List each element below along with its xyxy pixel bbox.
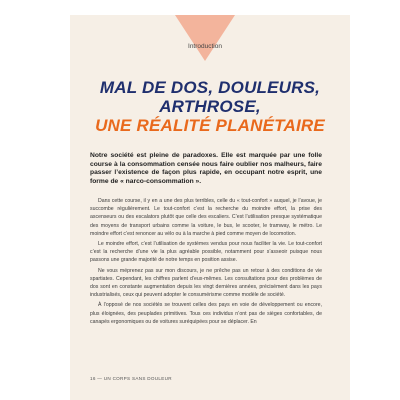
page-folio: 16 — UN CORPS SANS DOULEUR	[90, 376, 172, 381]
section-triangle-marker	[175, 15, 235, 61]
body-paragraph-1: Dans cette course, il y en a une des plus terribles, celle du « tout-confort » auquel, je l’avoue, je succombe régulièrement. Le tout-confort c’est la recherche du moindre effort, la prise des ascenseurs ou des escalators plutôt que celle des escaliers. C’est l’utilisation presque systématique des moyens de transport urbains comme la voiture, le bus, le scooter, le tramway, le métro. Le moindre effort c’est renoncer au vélo ou à la marche à pied comme moyen de locomotion.	[90, 198, 322, 237]
title-line-3: UNE RÉALITÉ PLANÉTAIRE	[95, 116, 325, 135]
title-line-1: MAL DE DOS, DOULEURS,	[99, 78, 321, 97]
body-paragraph-3: Ne vous méprenez pas sur mon discours, je ne prêche pas un retour à des conditions de vie spartiates. Cependant, les chiffres parlent d’eux-mêmes. Les consultations pour des problèmes de dos sont en constante augmentation depuis les vingt dernières années, précisément dans les pays industrialisés, ceux qui peuvent adopter le consumérisme comme modèle de société.	[90, 267, 322, 299]
intro-paragraph: Notre société est pleine de paradoxes. Elle est marquée par une folle course à la consommation censée nous faire oublier nos malheurs, faire passer l’existence de façon plus rapide, en occupant notre esprit, une forme de « narco-consommation ».	[90, 152, 322, 185]
body-paragraph-4: À l’opposé de nos sociétés se trouvent celles des pays en voie de développement ou encore, plus éloignées, des peuplades primitives. Tous ces individus n’ont pas de sièges confortables, de canapés ergonomiques ou de voitures suréquipées pour se déplacer. En	[90, 302, 322, 325]
section-label: Introduction	[188, 43, 222, 50]
title-line-2: ARTHROSE,	[159, 97, 261, 116]
body-paragraph-2: Le moindre effort, c’est l’utilisation de systèmes vendus pour nous faciliter la vie. Le tout-confort c’est la recherche d’une vie la plus agréable possible, notamment pour s’asseoir puisque nous passons une grande majorité de notre temps en position assise.	[90, 241, 322, 264]
chapter-title	[90, 78, 330, 135]
body-text	[90, 197, 322, 328]
